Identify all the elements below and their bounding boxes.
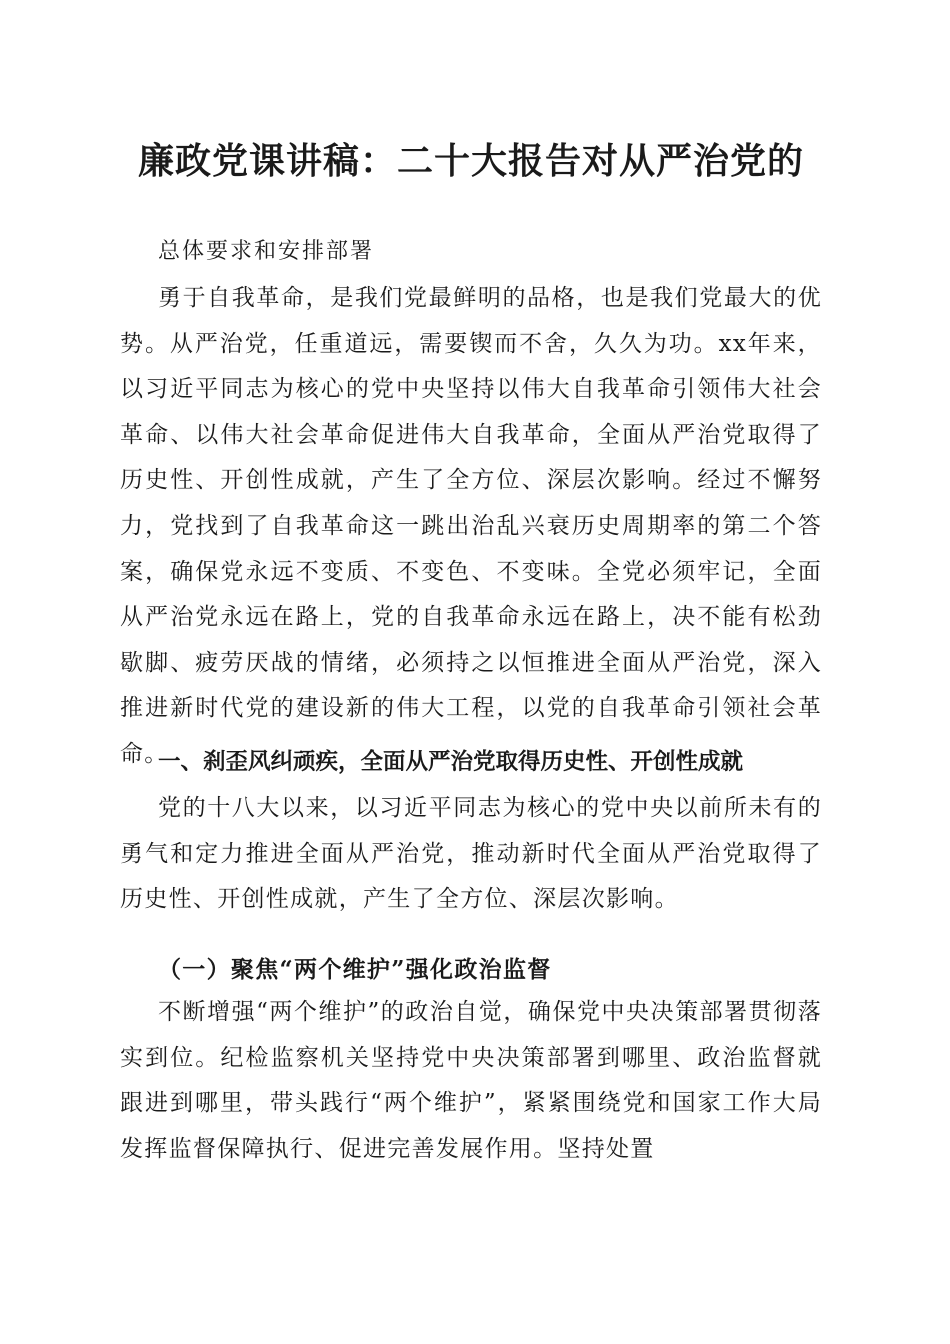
subsection-heading-1: （一）聚焦“两个维护”强化政治监督 <box>158 956 552 983</box>
section-heading-1: 一、刹歪风纠顽疾，全面从严治党取得历史性、开创性成就 <box>158 749 744 775</box>
paragraph-subsection-1: 不断增强“两个维护”的政治自觉，确保党中央决策部署贯彻落实到位。纪检监察机关坚持党中央决策部署到哪里、政治监督就跟进到哪里，带头践行“两个维护”，紧紧围绕党和国家工作大局发挥监督保障执行、促进完善发展作用。坚持处置 <box>120 999 822 1162</box>
document-subtitle: 总体要求和安排部署 <box>158 239 375 264</box>
paragraph-intro: 勇于自我革命，是我们党最鲜明的品格，也是我们党最大的优势。从严治党，任重道远，需要锲而不舍，久久为功。xx年来，以习近平同志为核心的党中央坚持以伟大自我革命引领伟大社会革命、以伟大社会革命促进伟大自我革命，全面从严治党取得了历史性、开创性成就，产生了全方位、深层次影响。经过不懈努力，党找到了自我革命这一跳出治乱兴衰历史周期率的第二个答案，确保党永远不变质、不变色、不变味。全党必须牢记，全面从严治党永远在路上，党的自我革命永远在路上，决不能有松劲歇脚、疲劳厌战的情绪，必须持之以恒推进全面从严治党，深入推进新时代党的建设新的伟大工程，以党的自我革命引领社会革命。 <box>120 285 822 767</box>
paragraph-section-1: 党的十八大以来，以习近平同志为核心的党中央以前所未有的勇气和定力推进全面从严治党，推动新时代全面从严治党取得了历史性、开创性成就，产生了全方位、深层次影响。 <box>120 795 822 913</box>
document-title: 廉政党课讲稿：二十大报告对从严治党的 <box>137 140 804 182</box>
